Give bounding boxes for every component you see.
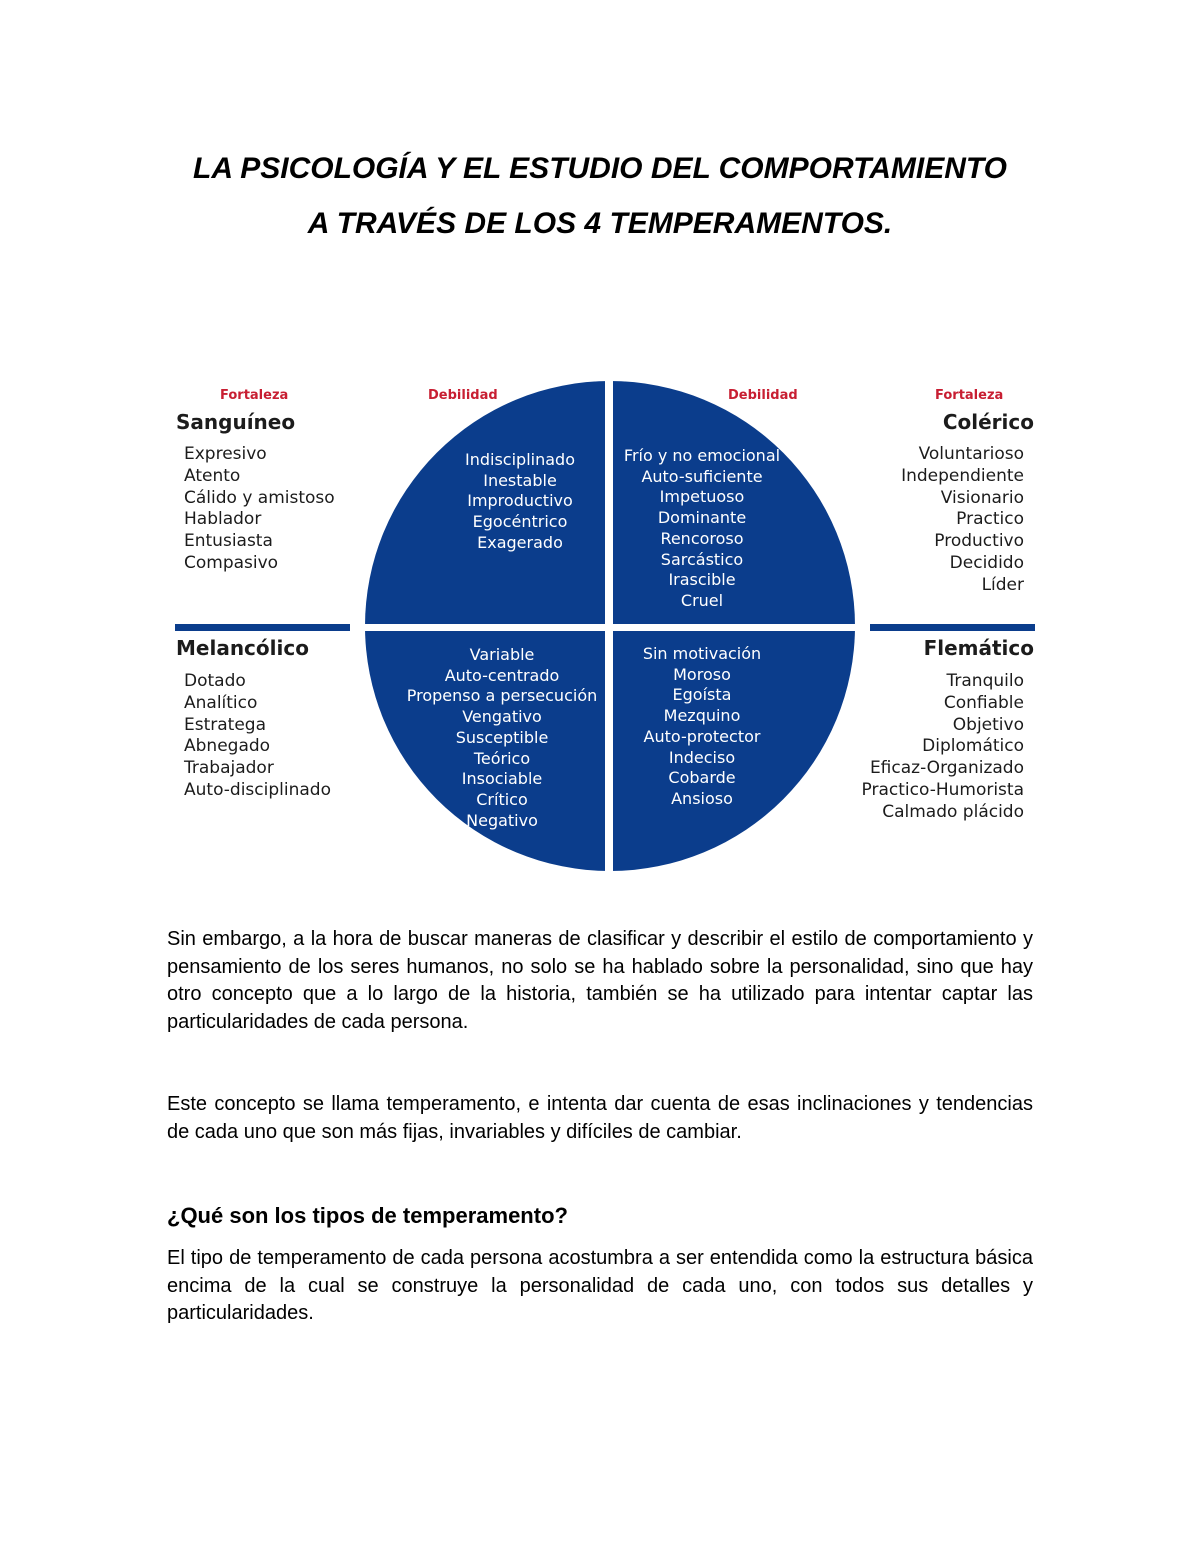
trait-item: Auto-centrado <box>444 665 560 685</box>
trait-item: Estratega <box>184 714 267 735</box>
trait-item: Propenso a persecución <box>406 686 598 706</box>
document-title-line-1: LA PSICOLOGÍA Y EL ESTUDIO DEL COMPORTAMIENTO <box>193 152 1007 185</box>
sanguineo-weaknesses <box>440 450 600 554</box>
trait-item: Atento <box>184 465 241 486</box>
flematico-title: Flemático <box>923 636 1034 660</box>
trait-item: Cobarde <box>668 768 736 788</box>
trait-item: Eficaz-Organizado <box>869 758 1024 779</box>
trait-item: Auto-suficiente <box>641 466 763 486</box>
colerico-strengths <box>901 444 1024 597</box>
trait-item: Negativo <box>466 810 538 830</box>
sanguineo-strengths <box>184 444 335 575</box>
trait-item: Trabajador <box>184 758 274 779</box>
trait-item: Auto-disciplinado <box>184 779 331 800</box>
trait-item: Indeciso <box>668 747 736 767</box>
trait-item: Moroso <box>673 664 731 684</box>
trait-item: Cálido y amistoso <box>184 487 335 508</box>
melancolico-strengths <box>184 671 331 802</box>
trait-item: Cruel <box>680 590 724 610</box>
trait-item: Confiable <box>943 692 1024 713</box>
trait-item: Variable <box>469 645 535 664</box>
colerico-weaknesses <box>616 446 788 612</box>
trait-item: Visionario <box>940 487 1024 508</box>
trait-item: Irascible <box>668 570 736 590</box>
trait-item: Tranquilo <box>946 671 1024 691</box>
trait-item: Teórico <box>473 748 531 768</box>
trait-item: Calmado plácido <box>882 801 1024 822</box>
flematico-weaknesses <box>616 644 788 810</box>
paragraph-3: El tipo de temperamento de cada persona acostumbra a ser entendida como la estructura básica encima de la cual se construye la personalidad de cada uno, con todos sus detalles y particularidades. <box>167 1247 1033 1325</box>
trait-item: Susceptible <box>455 727 549 747</box>
left-axis-bar <box>175 624 350 631</box>
trait-item: Practico <box>956 509 1024 530</box>
fortaleza-label-left: Fortaleza <box>220 388 289 403</box>
trait-item: Entusiasta <box>184 531 273 552</box>
trait-item: Objetivo <box>952 714 1024 735</box>
trait-item: Insociable <box>461 769 543 789</box>
trait-item: Sarcástico <box>660 549 744 569</box>
temperaments-diagram <box>170 378 1040 878</box>
trait-item: Productivo <box>934 531 1024 552</box>
trait-item: Vengativo <box>462 707 542 727</box>
document-title-line-2: A TRAVÉS DE LOS 4 TEMPERAMENTOS. <box>307 207 893 240</box>
fortaleza-label-right: Fortaleza <box>935 388 1004 403</box>
trait-item: Indisciplinado <box>465 450 575 469</box>
circle-horizontal-divider <box>350 624 870 631</box>
trait-item: Rencoroso <box>660 528 744 548</box>
trait-item: Dominante <box>657 508 747 528</box>
trait-item: Dotado <box>184 671 246 691</box>
trait-item: Decidido <box>949 552 1024 573</box>
sanguineo-title: Sanguíneo <box>176 410 296 434</box>
trait-item: Egoísta <box>672 685 732 705</box>
trait-item: Egocéntrico <box>472 512 568 532</box>
trait-item: Independiente <box>901 465 1024 486</box>
trait-item: Improductivo <box>467 491 573 511</box>
trait-item: Voluntarioso <box>918 444 1024 464</box>
flematico-strengths <box>862 671 1024 824</box>
colerico-title: Colérico <box>942 410 1034 434</box>
trait-item: Diplomático <box>922 736 1024 757</box>
trait-item: Impetuoso <box>659 487 745 507</box>
trait-item: Inestable <box>483 470 557 490</box>
trait-item: Abnegado <box>184 736 271 757</box>
section-heading: ¿Qué son los tipos de temperamento? <box>167 1203 568 1228</box>
trait-item: Auto-protector <box>643 726 761 746</box>
trait-item: Mezquino <box>663 706 741 726</box>
debilidad-label-left: Debilidad <box>428 388 498 403</box>
trait-item: Compasivo <box>184 552 279 573</box>
debilidad-label-right: Debilidad <box>728 388 798 403</box>
trait-item: Ansioso <box>671 788 733 808</box>
melancolico-title: Melancólico <box>176 636 309 660</box>
trait-item: Sin motivación <box>642 644 762 663</box>
paragraph-1: Sin embargo, a la hora de buscar maneras de clasificar y describir el estilo de comportamiento y pensamiento de los seres humanos, no solo se ha hablado sobre la personalidad, sino que hay otro concepto que a lo largo de la historia, también se ha utilizado para intentar captar las particularidades de cada persona. <box>167 928 1033 1034</box>
trait-item: Hablador <box>184 509 262 530</box>
trait-item: Expresivo <box>184 444 267 464</box>
trait-item: Líder <box>981 574 1024 595</box>
right-axis-bar <box>870 624 1035 631</box>
melancolico-weaknesses <box>400 645 604 831</box>
trait-item: Exagerado <box>477 532 563 552</box>
trait-item: Analítico <box>184 692 258 713</box>
trait-item: Practico-Humorista <box>861 779 1024 800</box>
paragraph-2: Este concepto se llama temperamento, e intenta dar cuenta de esas inclinaciones y tendencias de cada uno que son más fijas, invariables y difíciles de cambiar. <box>167 1093 1033 1143</box>
trait-item: Crítico <box>476 789 528 809</box>
trait-item: Frío y no emocional <box>623 446 781 465</box>
